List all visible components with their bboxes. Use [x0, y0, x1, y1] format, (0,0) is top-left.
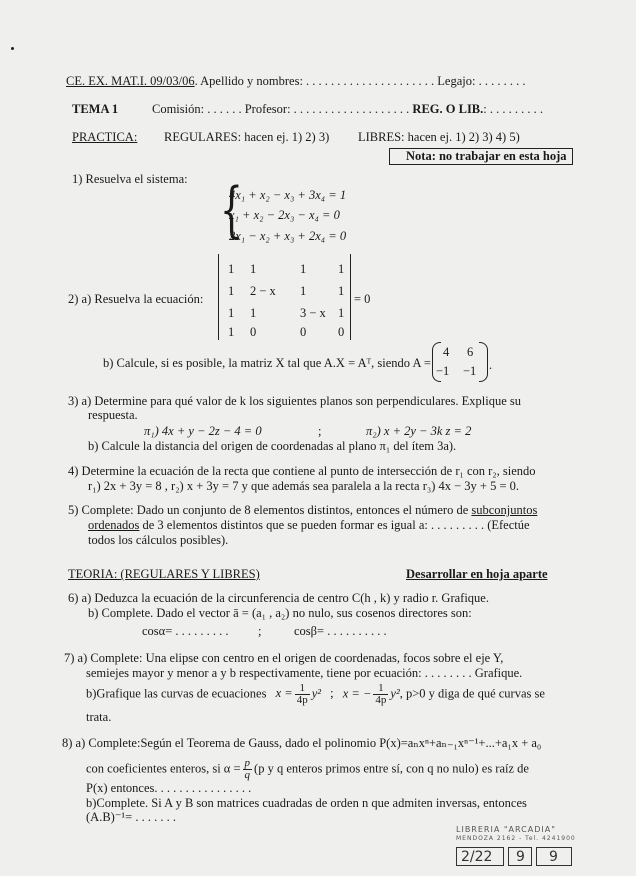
reg-label: REG. O LIB.	[412, 102, 484, 116]
ex3-line-1: 3) a) Determine para qué valor de k los siguientes planos son perpendiculares. Explique su	[68, 394, 521, 408]
ex8-a-1: 8) a) Complete:Según el Teorema de Gauss, dado el polinomio P(x)=aₙxⁿ+aₙ₋₁xⁿ⁻¹+...+a₁x + a₀	[62, 736, 542, 750]
matrix-a-cell-0-0: 4	[443, 345, 450, 359]
system-brace: {	[220, 175, 243, 245]
tema: TEMA 1	[72, 102, 119, 116]
det-cell-3-2: 0	[300, 325, 307, 339]
stamp-box-2: 9	[508, 847, 532, 866]
ex6-b: b) Complete. Dado el vector ā = (a₁ , a₂) no nulo, sus cosenos directores son:	[88, 606, 472, 620]
det-right-bar	[350, 254, 351, 340]
det-cell-3-3: 0	[338, 325, 345, 339]
ex4-line-1: 4) Determine la ecuación de la recta que contiene al punto de intersección de r₁ con r₂, siendo	[68, 464, 536, 478]
ex7-b-end: trata.	[86, 710, 112, 724]
teoria-title: TEORIA: (REGULARES Y LIBRES)	[68, 567, 260, 581]
ex7-a-1: 7) a) Complete: Una elipse con centro en el origen de coordenadas, focos sobre el eje Y,	[64, 651, 504, 665]
ex6-a: 6) a) Deduzca la ecuación de la circunferencia de centro C(h , k) y radio r. Grafique.	[68, 591, 489, 605]
name-label: . Apellido y nombres: . . . . . . . . . . . . . . . . . . . . . Legajo: . . . . . . . .	[194, 74, 526, 88]
stamp-box-3: 9	[536, 847, 572, 866]
ex8-a-2: con coeficientes enteros, si α = $\frac{p}{q}$ (p y q enteros primos entre sí, con q no nulo) es raíz de	[86, 757, 529, 781]
stamp-line-2: MENDOZA 2162 - Tel. 4241900	[456, 835, 576, 842]
matrix-a-cell-0-1: 6	[467, 345, 474, 359]
ex2-b-end: .	[489, 358, 493, 372]
note-text: Nota: no trabajar en esta hoja	[406, 149, 567, 163]
matrix-a-right-paren	[479, 342, 488, 382]
ex7-a-2: semiejes mayor y menor a y b respectivamente, tiene por ecuación: . . . . . . . . Grafique.	[86, 666, 523, 680]
det-cell-3-1: 0	[250, 325, 257, 339]
det-cell-0-1: 1	[250, 262, 257, 276]
ex1-eq-2: x₁ + x₂ − 2x₃ − x₄ = 0	[229, 208, 340, 222]
ex8-a-3: P(x) entonces. . . . . . . . . . . . . . . .	[86, 781, 252, 795]
det-cell-3-0: 1	[228, 325, 235, 339]
course-code: CE. EX. MAT.I. 09/03/06	[66, 74, 195, 88]
header-line-2	[72, 102, 118, 117]
stamp-line-1: LIBRERIA "ARCADIA"	[456, 825, 556, 834]
det-cell-2-0: 1	[228, 306, 235, 320]
ex4-line-2: r₁) 2x + 3y = 8 , r₂) x + 3y = 7 y que además sea paralela a la recta r₃) 4x − 3y + 5 = 0.	[88, 479, 520, 493]
det-cell-0-3: 1	[338, 262, 345, 276]
ex2-b-text: b) Calcule, si es posible, la matriz X tal que A.X = Aᵀ, siendo A =	[103, 356, 431, 370]
det-cell-1-2: 1	[300, 284, 307, 298]
ex1-label: 1) Resuelva el sistema:	[72, 172, 188, 186]
det-left-bar	[218, 254, 219, 340]
ex1-eq-1: 4x₁ + x₂ − x₃ + 3x₄ = 1	[229, 188, 347, 202]
det-equals: = 0	[354, 292, 371, 306]
practica-label: PRACTICA:	[72, 130, 138, 144]
ex3-line-2: respuesta.	[88, 408, 138, 422]
ex5-line-1: 5) Complete: Dado un conjunto de 8 elementos distintos, entonces el número de subconjuntos	[68, 503, 538, 517]
fraction-p-q: $\frac{p}{q}$	[244, 757, 251, 781]
cos-beta: cosβ= . . . . . . . . . .	[294, 624, 387, 638]
plane-2: π₂) x + 2y − 3k z = 2	[366, 424, 472, 438]
fraction-1-4p-b: $\frac{1}{4p}$	[375, 682, 387, 706]
speck	[11, 47, 14, 50]
det-cell-1-3: 1	[338, 284, 345, 298]
regulares-text: REGULARES: hacen ej. 1) 2) 3)	[164, 130, 330, 144]
libres-text: LIBRES: hacen ej. 1) 2) 3) 4) 5)	[358, 130, 520, 144]
det-cell-0-0: 1	[228, 262, 235, 276]
det-cell-2-3: 1	[338, 306, 345, 320]
matrix-a-cell-1-0: −1	[436, 364, 450, 378]
ex1-eq-3: 2x₁ − x₂ + x₃ + 2x₄ = 0	[229, 229, 347, 243]
ex5-line-3: todos los cálculos posibles).	[88, 533, 229, 547]
ex2-a-label: 2) a) Resuelva la ecuación:	[68, 292, 204, 306]
teoria-right: Desarrollar en hoja aparte	[406, 567, 548, 581]
det-cell-1-1: 2 − x	[250, 284, 276, 298]
note-box	[389, 148, 573, 165]
det-cell-2-2: 3 − x	[300, 306, 326, 320]
fraction-1-4p: $\frac{1}{4p}$	[296, 682, 308, 706]
plane-1: π₁) 4x + y − 2z − 4 = 0	[144, 424, 262, 438]
matrix-a-cell-1-1: −1	[463, 364, 477, 378]
header-comision: Comisión: . . . . . . Profesor: . . . . . . . . . . . . . . . . . . . REG. O LIB.: . . . . . . . . .	[152, 102, 544, 116]
cos-alpha: cosα= . . . . . . . . .	[142, 624, 229, 638]
header-line-1	[66, 74, 525, 89]
ex5-line-2: ordenados de 3 elementos distintos que se pueden formar es igual a: . . . . . . . . . (Efectúe	[88, 518, 530, 532]
ex3-b: b) Calcule la distancia del origen de coordenadas al plano π₁ del ítem 3a).	[88, 439, 457, 453]
plane-sep: ;	[318, 424, 322, 438]
cos-sep: ;	[258, 624, 262, 638]
stamp-box-1: 2/22	[456, 847, 504, 866]
det-cell-0-2: 1	[300, 262, 307, 276]
det-cell-1-0: 1	[228, 284, 235, 298]
ex8-b-2: (A.B)⁻¹= . . . . . . .	[86, 810, 176, 824]
ex8-b-1: b)Complete. Si A y B son matrices cuadradas de orden n que admiten inversas, entonces	[86, 796, 527, 810]
ex7-b: b)Grafique las curvas de ecuaciones x = $\frac{1}{4p}$ y² ; x = − $\frac{1}{4p}$ y², p>0 y diga de qué curvas se	[86, 682, 545, 706]
det-cell-2-1: 1	[250, 306, 257, 320]
